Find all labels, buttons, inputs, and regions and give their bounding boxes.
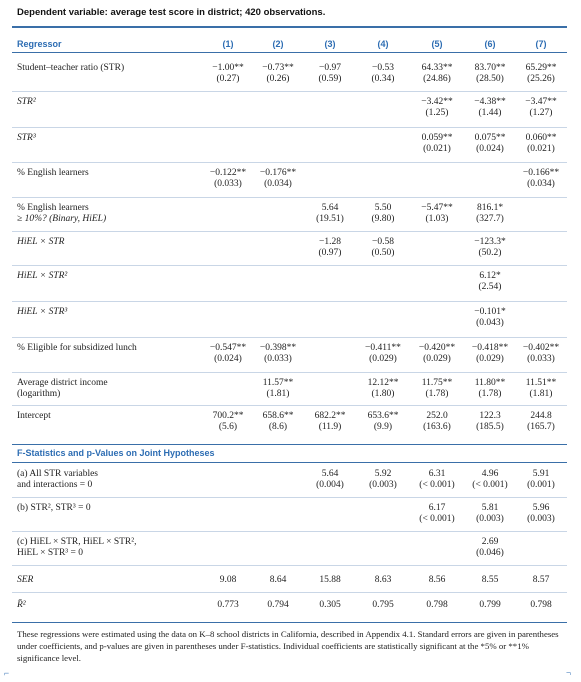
p-value: (0.001) — [527, 480, 555, 490]
standard-error: (0.024) — [214, 354, 242, 364]
p-value: (0.004) — [316, 480, 344, 490]
row-label: Average district income — [17, 378, 108, 388]
standard-error: (0.50) — [371, 248, 395, 258]
coefficient: 5.64 — [321, 203, 339, 213]
corner-mark-left: ⌐ — [4, 668, 10, 678]
standard-error: (1.78) — [478, 389, 502, 399]
standard-error: (50.2) — [478, 248, 502, 258]
f-statistic: 6.31 — [428, 469, 446, 479]
standard-error: (11.9) — [318, 422, 342, 432]
row-divider — [12, 231, 567, 232]
standard-error: (1.78) — [425, 389, 449, 399]
row-label: Intercept — [17, 411, 51, 421]
p-value: (< 0.001) — [419, 514, 455, 524]
standard-error: (0.029) — [423, 354, 451, 364]
coefficient: −0.101* — [474, 307, 506, 317]
row-divider — [12, 497, 567, 498]
stat-value: 8.57 — [532, 575, 550, 585]
standard-error: (0.034) — [527, 179, 555, 189]
f-statistic: 5.81 — [481, 503, 499, 513]
f-row-label: (a) All STR variables — [17, 469, 98, 479]
coefficient: −4.38** — [474, 97, 506, 107]
standard-error: (0.033) — [264, 354, 292, 364]
standard-error: (0.029) — [476, 354, 504, 364]
f-statistic: 2.69 — [481, 537, 499, 547]
coefficient: 0.075** — [474, 133, 506, 143]
coefficient: 83.70** — [474, 63, 506, 73]
f-row-label: (c) HiEL × STR, HiEL × STR², — [17, 537, 137, 547]
stat-value: 0.795 — [372, 600, 394, 610]
p-value: (< 0.001) — [472, 480, 508, 490]
standard-error: (0.59) — [318, 74, 342, 84]
standard-error: (185.5) — [476, 422, 504, 432]
row-divider — [12, 127, 567, 128]
table-note: These regressions were estimated using the data on K–8 school districts in California, described in Appendix 4.1. Standard errors are given in parentheses under coefficients, and p-values are given in parentheses under F-statistics. Individual coefficients are statistically significant at the *5% or **1% significance level. — [17, 629, 559, 663]
standard-error: (5.6) — [218, 422, 238, 432]
row-divider — [12, 531, 567, 532]
stat-row-label: R̄² — [17, 600, 26, 610]
standard-error: (1.27) — [529, 108, 553, 118]
row-divider — [12, 162, 567, 163]
f-row-label: (b) STR², STR³ = 0 — [17, 503, 91, 513]
standard-error: (8.6) — [268, 422, 288, 432]
coefficient: −5.47** — [421, 203, 453, 213]
coefficient: −0.58 — [372, 237, 394, 247]
coefficient: −3.42** — [421, 97, 453, 107]
coefficient: −0.418** — [471, 343, 509, 353]
p-value: (< 0.001) — [419, 480, 455, 490]
coefficient: 64.33** — [421, 63, 453, 73]
standard-error: (327.7) — [476, 214, 504, 224]
standard-error: (165.7) — [527, 422, 555, 432]
standard-error: (1.03) — [425, 214, 449, 224]
f-row-label: and interactions = 0 — [17, 480, 93, 490]
coefficient: 6.12* — [479, 271, 501, 281]
stat-value: 8.55 — [481, 575, 499, 585]
standard-error: (0.27) — [216, 74, 240, 84]
f-statistic: 5.92 — [374, 469, 392, 479]
coefficient: −0.402** — [522, 343, 560, 353]
stat-value: 9.08 — [219, 575, 237, 585]
column-header: (1) — [222, 39, 234, 49]
row-label: HiEL × STR — [17, 237, 65, 247]
standard-error: (9.80) — [371, 214, 395, 224]
header-rule — [12, 52, 567, 53]
standard-error: (25.26) — [527, 74, 555, 84]
row-divider — [12, 592, 567, 593]
stat-value: 0.799 — [479, 600, 501, 610]
row-label: STR² — [17, 97, 36, 107]
f-statistic: 5.96 — [532, 503, 550, 513]
standard-error: (0.021) — [527, 144, 555, 154]
row-divider — [12, 91, 567, 92]
column-header: (7) — [535, 39, 547, 49]
p-value: (0.003) — [369, 480, 397, 490]
stat-value: 0.794 — [267, 600, 289, 610]
row-label: Student–teacher ratio (STR) — [17, 63, 125, 73]
standard-error: (1.80) — [371, 389, 395, 399]
standard-error: (0.033) — [527, 354, 555, 364]
standard-error: (0.024) — [476, 144, 504, 154]
coefficient: 0.060** — [525, 133, 557, 143]
corner-mark-right: ¬ — [566, 668, 572, 678]
coefficient: −0.398** — [259, 343, 297, 353]
standard-error: (1.25) — [425, 108, 449, 118]
coefficient: 122.3 — [479, 411, 501, 421]
standard-error: (1.81) — [266, 389, 290, 399]
coefficient: −1.28 — [319, 237, 341, 247]
coefficient: −0.122** — [209, 168, 247, 178]
coefficient: 682.2** — [314, 411, 346, 421]
p-value: (0.003) — [476, 514, 504, 524]
standard-error: (0.033) — [214, 179, 242, 189]
stat-row-label: SER — [17, 575, 34, 585]
table-title: Dependent variable: average test score in district; 420 observations. — [17, 7, 326, 18]
column-header: (6) — [484, 39, 496, 49]
row-divider — [12, 372, 567, 373]
stat-value: 8.56 — [428, 575, 446, 585]
standard-error: (163.6) — [423, 422, 451, 432]
coefficient: −0.73** — [262, 63, 294, 73]
stat-value: 0.798 — [426, 600, 448, 610]
f-statistic: 5.91 — [532, 469, 550, 479]
column-header: (4) — [377, 39, 389, 49]
top-rule — [12, 26, 567, 28]
coefficient: 252.0 — [426, 411, 448, 421]
stat-value: 0.773 — [217, 600, 239, 610]
row-label: % English learners — [17, 168, 89, 178]
standard-error: (19.51) — [316, 214, 344, 224]
coefficient: −0.547** — [209, 343, 247, 353]
standard-error: (0.97) — [318, 248, 342, 258]
stat-value: 0.798 — [530, 600, 552, 610]
standard-error: (0.034) — [264, 179, 292, 189]
bottom-rule — [12, 622, 567, 623]
coefficient: −0.166** — [522, 168, 560, 178]
row-divider — [12, 405, 567, 406]
coefficient: −0.420** — [418, 343, 456, 353]
coefficient: 244.8 — [530, 411, 552, 421]
column-header: (2) — [272, 39, 284, 49]
coefficient: 700.2** — [212, 411, 244, 421]
coefficient: −1.00** — [212, 63, 244, 73]
standard-error: (0.029) — [369, 354, 397, 364]
f-section-title: F-Statistics and p-Values on Joint Hypotheses — [17, 448, 215, 458]
standard-error: (9.9) — [373, 422, 393, 432]
stat-value: 8.64 — [269, 575, 287, 585]
coefficient: 12.12** — [367, 378, 399, 388]
coefficient: 11.51** — [525, 378, 557, 388]
column-header: (5) — [431, 39, 443, 49]
coefficient: 0.059** — [421, 133, 453, 143]
coefficient: −3.47** — [525, 97, 557, 107]
coefficient: 11.57** — [262, 378, 294, 388]
coefficient: −0.53 — [372, 63, 394, 73]
stat-value: 15.88 — [319, 575, 341, 585]
coefficient: −0.97 — [319, 63, 341, 73]
standard-error: (0.34) — [371, 74, 395, 84]
f-statistic: 4.96 — [481, 469, 499, 479]
p-value: (0.003) — [527, 514, 555, 524]
coefficient: 65.29** — [525, 63, 557, 73]
coefficient: 5.50 — [374, 203, 392, 213]
standard-error: (24.86) — [423, 74, 451, 84]
f-row-label: HiEL × STR³ = 0 — [17, 548, 83, 558]
standard-error: (2.54) — [478, 282, 502, 292]
standard-error: (0.043) — [476, 318, 504, 328]
f-section-rule — [12, 444, 567, 445]
coefficient: 653.6** — [367, 411, 399, 421]
row-divider — [12, 565, 567, 566]
column-header: (3) — [324, 39, 336, 49]
f-section-rule-2 — [12, 462, 567, 463]
coefficient: 11.80** — [474, 378, 506, 388]
coefficient: −123.3* — [474, 237, 506, 247]
f-statistic: 6.17 — [428, 503, 446, 513]
row-divider — [12, 301, 567, 302]
coefficient: −0.176** — [259, 168, 297, 178]
row-label: (logarithm) — [17, 389, 61, 399]
stat-value: 8.63 — [374, 575, 392, 585]
row-divider — [12, 265, 567, 266]
standard-error: (0.021) — [423, 144, 451, 154]
row-divider — [12, 337, 567, 338]
coefficient: 816.1* — [476, 203, 504, 213]
standard-error: (1.81) — [529, 389, 553, 399]
row-divider — [12, 197, 567, 198]
coefficient: 658.6** — [262, 411, 294, 421]
row-label: STR³ — [17, 133, 36, 143]
row-label: HiEL × STR² — [17, 271, 68, 281]
standard-error: (28.50) — [476, 74, 504, 84]
p-value: (0.046) — [476, 548, 504, 558]
coefficient: 11.75** — [421, 378, 453, 388]
standard-error: (0.26) — [266, 74, 290, 84]
row-label: HiEL × STR³ — [17, 307, 68, 317]
stat-value: 0.305 — [319, 600, 341, 610]
row-label: % English learners — [17, 203, 89, 213]
coefficient: −0.411** — [365, 343, 401, 353]
f-statistic: 5.64 — [321, 469, 339, 479]
column-header-regressor: Regressor — [17, 39, 62, 49]
row-label: ≥ 10%? (Binary, HiEL) — [17, 214, 107, 224]
standard-error: (1.44) — [478, 108, 502, 118]
row-label: % Eligible for subsidized lunch — [17, 343, 137, 353]
